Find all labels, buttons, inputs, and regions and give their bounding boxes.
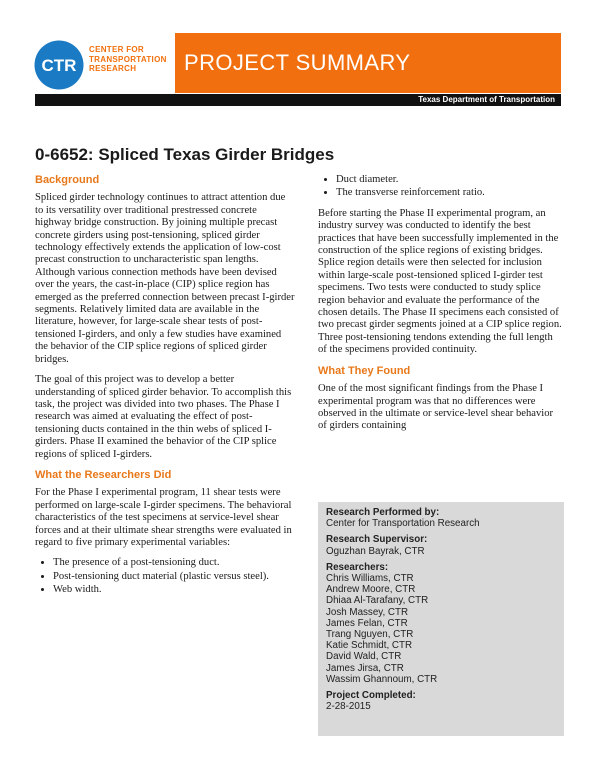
list-item: • Web width.: [53, 584, 295, 596]
completed-date: 2-28-2015: [326, 701, 371, 713]
supervisor: Oguzhan Bayrak, CTR: [326, 545, 425, 557]
left-column: [35, 174, 295, 605]
researcher: James Felan, CTR: [326, 617, 408, 629]
researcher: Dhiaa Al-Tarafany, CTR: [326, 595, 429, 607]
project-summary-banner: [175, 33, 561, 93]
right-column: [318, 174, 564, 441]
researchers-label: Researchers:: [326, 561, 389, 573]
researcher: Andrew Moore, CTR: [326, 584, 416, 596]
project-info-box: [318, 502, 564, 736]
paragraph: For the Phase I experimental program, 11 shear tests were performed on large-scale I-girder specimens. The behavioral characteristics of the test specimens at service-level shear forces and at their ultimate shear strengths were evaluated in regard to five primary experimental variables:: [35, 487, 292, 548]
supervisor-label: Research Supervisor:: [326, 534, 428, 546]
completed-label: Project Completed:: [326, 690, 416, 702]
researcher: Katie Schmidt, CTR: [326, 640, 413, 652]
org-line: TRANSPORTATION: [89, 54, 167, 64]
researcher: Chris Williams, CTR: [326, 573, 414, 585]
paragraph: Spliced girder technology continues to attract attention due to its versatility over traditional prestressed concrete highway bridge construction. By joining multiple precast concrete girders using post-tensioning, spliced girder technology effectively extends the application of low-cost precast construction to uncharacteristic span lengths. Although various connection methods have been devised over the years, the cast-in-place (CIP) splice region has emerged as the preferred connection between precast I-girder segments. Relatively limited data are available in the literature, however, for large-scale shear tests of post-tensioned I-girders, and only a few studies have examined the behavior of the CIP splice regions of spliced girder bridges.: [35, 192, 295, 365]
section-heading-researchers-did: What the Researchers Did: [35, 468, 172, 481]
researcher: Josh Massey, CTR: [326, 606, 409, 618]
researcher: Trang Nguyen, CTR: [326, 629, 414, 641]
paragraph: Before starting the Phase II experimental program, an industry survey was conducted to identify the best practices that have been successfully implemented in the construction of the splice regions of existing bridges. Splice region details were then selected for inclusion within large-scale post-tensioned spliced I-girder test specimens. Two tests were conducted to study splice region behavior and evaluate the performance of the chosen details. The Phase II specimens each consisted of two precast girder segments joined at a CIP splice region. Three post-tensioning tendons extending the full length of the specimens provided continuity.: [318, 207, 562, 356]
variables-list-continued: [318, 174, 564, 200]
list-item: • The transverse reinforcement ratio.: [336, 187, 564, 199]
paragraph: One of the most significant findings from the Phase I experimental program was that no differences were observed in the ultimate or service-level shear behavior of girders containing: [318, 383, 554, 432]
agency-bar: [35, 94, 561, 106]
researcher: Wassim Ghannoum, CTR: [326, 673, 438, 685]
list-item: • The presence of a post-tensioning duct.: [53, 557, 295, 569]
org-line: RESEARCH: [89, 64, 137, 74]
logo-letters: CTR: [41, 56, 77, 75]
performed-by-label: Research Performed by:: [326, 507, 440, 518]
page-title: 0-6652: Spliced Texas Girder Bridges: [35, 145, 335, 164]
agency-name: Texas Department of Transportation: [418, 95, 555, 104]
list-item: • Post-tensioning duct material (plastic versus steel).: [53, 571, 295, 583]
list-item: • Duct diameter.: [336, 174, 564, 186]
org-name: [89, 45, 167, 74]
ctr-logo: [34, 40, 84, 90]
variables-list: [35, 557, 295, 596]
section-heading-background: Background: [35, 174, 100, 186]
org-line: CENTER FOR: [89, 45, 144, 54]
researcher: David Wald, CTR: [326, 651, 402, 663]
researcher: James Jirsa, CTR: [326, 662, 404, 674]
banner-title: PROJECT SUMMARY: [184, 50, 411, 75]
section-heading-found: What They Found: [318, 364, 411, 377]
performed-by: Center for Transportation Research: [326, 518, 480, 530]
paragraph: The goal of this project was to develop a better understanding of spliced girder behavior. To accomplish this task, the project was divided into two phases. The Phase I research was aimed at evaluating the effect of post-tensioning ducts contained in the thin webs of spliced I-girders. Phase II examined the behavior of the CIP splice regions of spliced I-girders.: [35, 374, 292, 460]
